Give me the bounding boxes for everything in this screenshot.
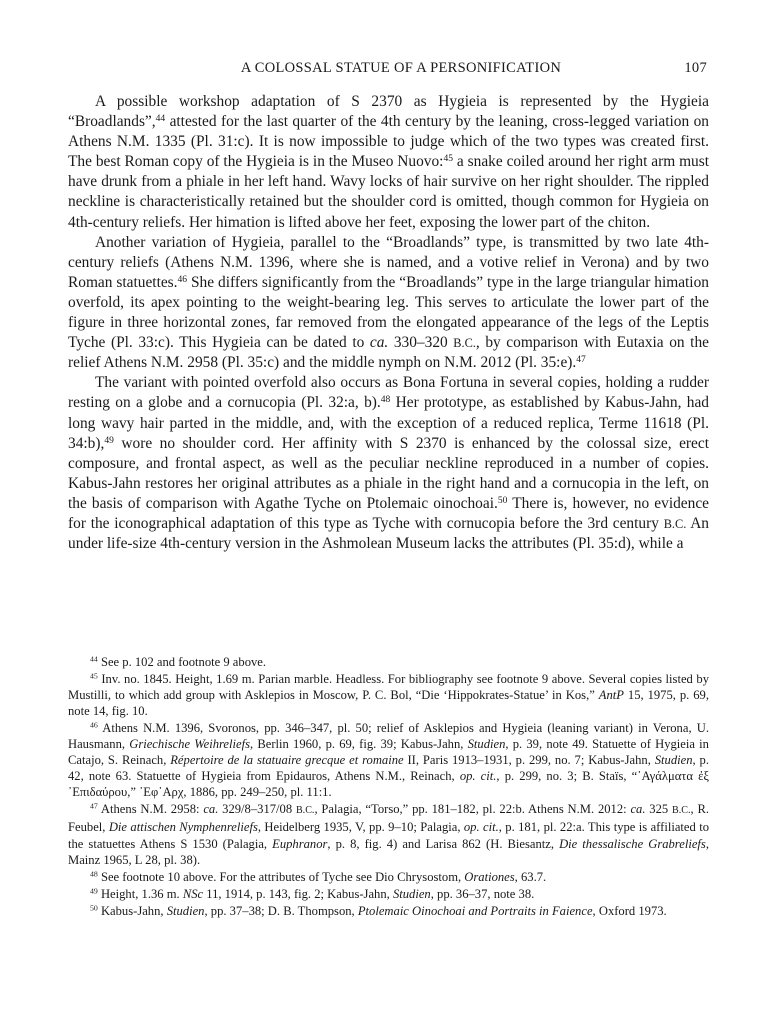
footnote-ref[interactable]: 49 [104, 434, 114, 446]
page-number: 107 [684, 60, 707, 76]
footnote-48: $^{48}$ See footnote 10 above. For the attributes of Tyche see Dio Chrysostom, Orationes, 63.7. [90, 869, 547, 884]
footnote-ref[interactable]: 50 [497, 494, 508, 506]
footnote-50: $^{50}$ Kabus-Jahn, Studien, pp. 37–38; D. B. Thompson, Ptolemaic Oinochoai and Portraits in Faience, Oxford 1973. [90, 903, 667, 918]
body-paragraph: The variant with pointed overfold also occurs as Bona Fortuna in several copies, holding a rudder resting on a globe and a cornucopia (Pl. 32:a, b).$^{48}$ Her prototype, as established by Kabus-Jahn, had long wavy hair parted in the middle, and, with the exception of a reduced replica, Terme 11618 (Pl. 34:b),$^{49}$ wore no shoulder cord. Her affinity with S 2370 is enhanced by the colossal size, erect composure, and frontal aspect, as well as the peculiar neckline reproduced in a number of copies. Kabus-Jahn restores her original attributes as a phiale in the right hand and a cornucopia in the left, on the basis of comparison with Agathe Tyche on Ptolemaic oinochoai.$^{50}$ There is, however, no evidence for the iconographical adaptation of this type as Tyche with cornucopia before the 3rd century B.C. An under life-size 4th-century version in the Ashmolean Museum lacks the attributes (Pl. 35:d), while a [68, 374, 710, 553]
body-paragraph: Another variation of Hygieia, parallel to the “Broadlands” type, is transmitted by two late 4th-century reliefs (Athens N.M. 1396, where she is named, and a votive relief in Verona) and by two Roman statuettes.$^{46}$ She differs significantly from the “Broadlands” type in the large triangular himation overfold, its apex pointing to the weight-bearing leg. This serves to articulate the lower part of the figure in three horizontal zones, far removed from the elongated appearance of the legs of the Leptis Tyche (Pl. 33:c). This Hygieia can be dated to ca. 330–320 B.C., by comparison with Eutaxia on the relief Athens N.M. 2958 (Pl. 35:c) and the middle nymph on N.M. 2012 (Pl. 35:e).$^{47}$ [68, 233, 709, 372]
footnote-44: $^{44}$ See p. 102 and footnote 9 above. [90, 654, 267, 669]
footnote-ref[interactable]: 47 [576, 353, 586, 365]
footnote-46: $^{46}$ Athens N.M. 1396, Svoronos, pp. 346–347, pl. 50; relief of Asklepios and Hygieia (leaning variant) in Verona, U. Hausmann, Griechische Weihreliefs, Berlin 1960, p. 69, fig. 39; Kabus-Jahn, Studien, p. 39, note 49. Statuette of Hygieia in Catajo, S. Reinach, Répertoire de la statuaire grecque et romaine II, Paris 1913–1931, p. 299, no. 7; Kabus-Jahn, Studien, p. 42, note 63. Statuette of Hygieia from Epidauros, Athens N.M., Reinach, op. cit., p. 299, no. 3; B. Staïs, “᾽Αγάλματα ἐξ ᾽Επιδαύρου,” ᾽Εφ᾽Αρχ, 1886, pp. 249–250, pl. 11:1. [68, 720, 709, 800]
footnote-45: $^{45}$ Inv. no. 1845. Height, 1.69 m. Parian marble. Headless. For bibliography see footnote 9 above. Several copies listed by Mustilli, to which add group with Asklepios in Moscow, P. C. Bol, “Die ‘Hippokrates-Statue’ in Kos,” AntP 15, 1975, p. 69, note 14, fig. 10. [68, 671, 709, 719]
footnote-49: $^{49}$ Height, 1.36 m. NSc 11, 1914, p. 143, fig. 2; Kabus-Jahn, Studien, pp. 36–37, note 38. [90, 886, 535, 901]
footnote-ref[interactable]: 44 [155, 112, 166, 124]
footnote-ref[interactable]: 48 [380, 394, 391, 406]
footnote-ref[interactable]: 45 [443, 153, 453, 165]
body-text [68, 92, 709, 554]
body-paragraph: A possible workshop adaptation of S 2370 as Hygieia is represented by the Hygieia “Broadlands”,$^{44}$ attested for the last quarter of the 4th century by the leaning, cross-legged variation on Athens N.M. 1335 (Pl. 31:c). It is now impossible to judge which of the two types was created first. The best Roman copy of the Hygieia is in the Museo Nuovo:$^{45}$ a snake coiled around her right arm must have drunk from a phiale in her left hand. Wavy locks of hair survive on her right shoulder. The rippled neckline is characteristically retained but the shoulder cord is omitted, though common for Hygieia on 4th-century reliefs. Her himation is lifted above her feet, exposing the lower part of the chiton. [68, 93, 710, 231]
footnote-ref[interactable]: 46 [177, 273, 188, 285]
footnote-47: $^{47}$ Athens N.M. 2958: ca. 329/8–317/08 B.C., Palagia, “Torso,” pp. 181–182, pl. 22:b. Athens N.M. 2012: ca. 325 B.C., R. Feubel, Die attischen Nymphenreliefs, Heidelberg 1935, V, pp. 9–10; Palagia, op. cit., p. 181, pl. 22:a. This type is affiliated to the statuettes Athens S 1530 (Palagia, Euphranor, p. 8, fig. 4) and Larisa 862 (H. Biesantz, Die thessalische Grabreliefs, Mainz 1965, L 28, pl. 38). [68, 802, 710, 867]
running-title: A COLOSSAL STATUE OF A PERSONIFICATION [240, 60, 562, 76]
footnotes [68, 654, 709, 919]
